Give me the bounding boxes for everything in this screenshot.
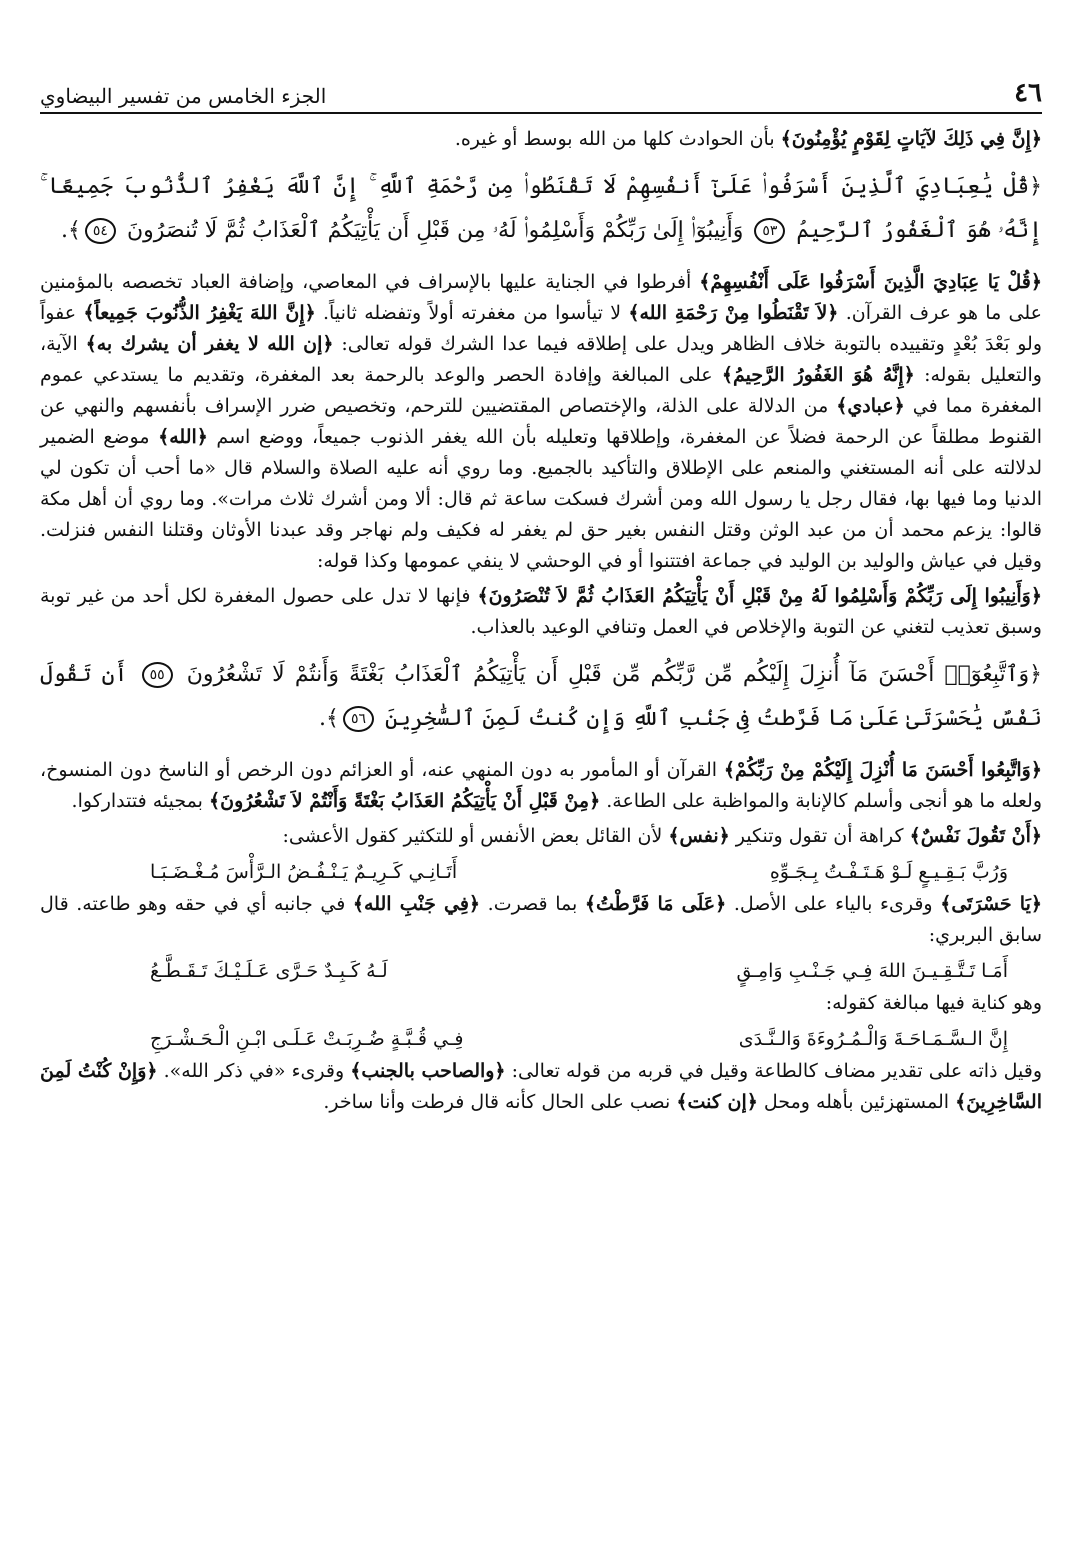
commentary-text: القرآن أو المأمور به دون المنهي عنه، أو العزائم دون الرخص أو الناسخ دون المنسوخ، ولعله ما هو أنجى وأسلم كالإنابة والمواظبة على الطاعة. (40, 759, 1042, 812)
verse-second-hemistich: أَتَـانِـي كَـرِيـمٌ يَـنْـفُـضُ الـرَّأْسَ مُـغْـضَـبَـا (150, 861, 458, 883)
commentary-text: نصب على الحال كأنه قال فرطت وأنا ساخر. (323, 1091, 677, 1113)
poetry-verse (40, 955, 1042, 988)
commentary-text: وقيل ذاته على تقدير مضاف كالطاعة وقيل في قربه من قوله تعالى: (505, 1060, 1042, 1082)
quran-quote: ﴿نفس﴾ (668, 825, 730, 847)
commentary-text: عفواً ولو بَعْدَ بُعْدٍ وتقييده بالتوبة خلاف الظاهر ويدل على إطلاقه فيما عدا الشرك قوله تعالى: (40, 302, 1042, 355)
quran-quote: ﴿عَلَى مَا فَرَّطْتُ﴾ (584, 893, 727, 915)
quran-quote: ﴿إِنَّ فِي ذَلِكَ لآيَاتٍ لِقَوْمٍ يُؤْمِنُونَ﴾ (780, 128, 1042, 150)
quran-close-bracket: ﴾. (61, 218, 81, 243)
commentary-text: بأن الحوادث كلها من الله بوسط أو غيره. (454, 128, 781, 150)
ayah-number-marker: ٥٥ (142, 662, 173, 688)
commentary-text: على المبالغة وإفادة الحصر والوعد بالرحمة بعد المغفرة، وتقديم ما يستدعي عموم المغفرة مما في (40, 364, 1042, 417)
quran-quote: ﴿يَا حَسْرَتَى﴾ (940, 893, 1043, 915)
ayah-number-marker: ٥٦ (343, 706, 374, 732)
verse-first-hemistich: وَرُبَّ بَـقِـيـعٍ لَـوْ هَـتَـفْـتُ بِـجَـوِّهِ (769, 861, 1008, 883)
commentary-text: الآية، والتعليل بقوله: (40, 333, 1042, 386)
quran-text: ﴿قُلْ يَٰعِبَادِيَ ٱلَّذِينَ أَسْرَفُوا۟ عَلَىٰٓ أَنفُسِهِمْ لَا تَقْنَطُوا۟ مِن رَّحْمَةِ ٱللَّهِ ۚ إِنَّ ٱللَّهَ يَغْفِرُ ٱلذُّنُوبَ جَمِيعًا ۚ إِنَّهُۥ هُوَ ٱلْغَفُورُ ٱلرَّحِيمُ (40, 174, 1042, 243)
commentary-paragraph-2 (40, 267, 1042, 577)
quran-quote: ﴿أَنْ تَقُولَ نَفْسٌ﴾ (909, 825, 1042, 847)
quran-text: وَأَنِيبُوٓا۟ إِلَىٰ رَبِّكُمْ وَأَسْلِمُوا۟ لَهُۥ مِن قَبْلِ أَن يَأْتِيَكُمُ ٱلْعَذَابُ ثُمَّ لَا تُنصَرُونَ (126, 218, 744, 243)
commentary-text: موضع الضمير لدلالته على أنه المستغني والمنعم على الإطلاق والتأكيد بالجميع. وما روي أنه عليه الصلاة والسلام قال «ما أحب أن تكون لي الدنيا وما فيها بها، فقال رجل يا رسول الله ومن أشرك فسكت ساعة ثم قال: ألا ومن أشرك ثلاث مرات». وما روي أن أهل مكة قالوا: يزعم محمد أن من عبد الوثن وقتل النفس بغير حق لم يغفر له فكيف ولم نهاجر وقد عبدنا الأوثان وقتلنا النفس فنزلت. وقيل في عياش والوليد بن الوليد في جماعة افتتنوا أو في الوحشي لا ينفي عمومها وكذا قوله: (40, 426, 1042, 572)
commentary-text: كراهة أن تقول وتنكير (729, 825, 910, 847)
commentary-text: أفرطوا في الجناية عليها بالإسراف في المعاصي، وإضافة العباد تخصصه بالمؤمنين على ما هو عرف القرآن. (40, 271, 1042, 324)
quran-quote: ﴿إِنَّهُ هُوَ الغَفُورُ الرَّحِيمُ﴾ (721, 364, 915, 386)
commentary-text: وقرىء «في ذكر الله». (157, 1060, 351, 1082)
commentary-paragraph-3 (40, 581, 1042, 643)
commentary-paragraph-5 (40, 821, 1042, 852)
quran-quote: ﴿مِنْ قَبْلِ أَنْ يَأْتِيَكُمُ العَذَابُ بَغْتَةً وَأَنْتُمْ لاَ تَشْعُرُونَ﴾ (208, 790, 601, 812)
quran-quote: ﴿والصاحب بالجنب﴾ (350, 1060, 506, 1082)
commentary-paragraph-6 (40, 889, 1042, 951)
quran-text: أَن تَقُولَ نَفْسٌ يَٰحَسْرَتَىٰ عَلَىٰ مَا فَرَّطتُ فِى جَنۢبِ ٱللَّهِ وَإِن كُنتُ لَمِنَ ٱلسَّٰخِرِينَ (40, 662, 1042, 731)
commentary-paragraph-7 (40, 988, 1042, 1019)
quran-text: ﴿وَٱتَّبِعُوٓا۟ أَحْسَنَ مَآ أُنزِلَ إِلَيْكُم مِّن رَّبِّكُم مِّن قَبْلِ أَن يَأْتِيَكُمُ ٱلْعَذَابُ بَغْتَةً وَأَنتُمْ لَا تَشْعُرُونَ (186, 662, 1043, 687)
quran-quote: ﴿الله﴾ (158, 426, 208, 448)
quran-quote: ﴿لاَ تَقْنَطُوا مِنْ رَحْمَةِ الله﴾ (628, 302, 839, 324)
quran-quote: ﴿إن كنت﴾ (676, 1091, 758, 1113)
quran-quote: ﴿قُلْ يَا عِبَادِيَ الَّذِينَ أَسْرَفُوا عَلَى أَنْفُسِهِمْ﴾ (699, 271, 1042, 293)
quran-close-bracket: ﴾. (319, 706, 339, 731)
commentary-text: لأن القائل بعض الأنفس أو للتكثير كقول الأعشى: (282, 825, 669, 847)
ayah-number-marker: ٥٣ (754, 218, 785, 244)
commentary-paragraph-8 (40, 1056, 1042, 1118)
quran-verses-53-54 (40, 165, 1042, 253)
quran-verses-55-56 (40, 653, 1042, 741)
quran-quote: ﴿وَأَنِيبُوا إِلَى رَبِّكُمْ وَأَسْلِمُوا لَهُ مِنْ قَبْلِ أَنْ يَأْتِيَكُمُ العَذَابُ ثُمَّ لاَ تُنْصَرُونَ﴾ (477, 585, 1042, 607)
ayah-number-marker: ٥٤ (85, 218, 116, 244)
commentary-text: المستهزئين بأهله ومحل (757, 1091, 956, 1113)
commentary-text: وقرىء بالياء على الأصل. (726, 893, 941, 915)
page-number: ٤٦ (1014, 78, 1042, 108)
commentary-paragraph-1 (40, 124, 1042, 155)
commentary-text: في جانبه أي في حقه وهو طاعته. قال سابق البربري: (40, 893, 1042, 946)
commentary-text: بما قصرت. (480, 893, 585, 915)
running-title: الجزء الخامس من تفسير البيضاوي (40, 84, 327, 108)
commentary-text: بمجيئه فتتداركوا. (71, 790, 209, 812)
verse-second-hemistich: لَـهُ كَـبِـدٌ حَـرَّى عَـلَـيْـكَ تَـقَـطَّـعُ (150, 960, 388, 982)
page-header (40, 60, 1042, 114)
verse-first-hemistich: إِنَّ الـسَّـمَـاحَـةَ وَالْـمُـرُوءَةَ وَالـنَّـدَى (738, 1028, 1008, 1050)
quran-quote: ﴿فِي جَنْبِ الله﴾ (352, 893, 481, 915)
commentary-text: من الدلالة على الذلة، والإختصاص المقتضيين للترحم، وتخصيص ضرر الإسراف بأنفسهم والنهي عن القنوط مطلقاً عن الرحمة فضلاً عن المغفرة، وإطلاقها وتعليله بأن الله يغفر الذنوب جميعاً، ووضع اسم (40, 395, 1042, 448)
commentary-text: وهو كناية فيها مبالغة كقوله: (825, 992, 1042, 1014)
quran-quote: ﴿إن الله لا يغفر أن يشرك به﴾ (85, 333, 334, 355)
quran-quote: ﴿إِنَّ اللهَ يَغْفِرُ الذُّنُوبَ جَمِيعاً﴾ (83, 302, 316, 324)
poetry-verse (40, 1023, 1042, 1056)
quran-quote: ﴿وَاتَّبِعُوا أَحْسَنَ مَا أُنْزِلَ إِلَيْكُمْ مِنْ رَبِّكُمْ﴾ (723, 759, 1042, 781)
verse-first-hemistich: أَمَـا تَـتَّـقِـيـنَ اللهَ فِـي جَـنْـبِ وَامِـقٍ (736, 960, 1008, 982)
quran-quote: ﴿وَإِنْ كُنْتُ لَمِنَ السَّاخِرِينَ﴾ (40, 1060, 1042, 1113)
poetry-verse (40, 856, 1042, 889)
commentary-text: لا تيأسوا من مغفرته أولاً وتفضله ثانياً. (315, 302, 629, 324)
commentary-text: فإنها لا تدل على حصول المغفرة لكل أحد من غير توبة وسبق تعذيب لتغني عن التوبة والإخلاص في العمل وتنافي الوعيد بالعذاب. (40, 585, 1042, 638)
verse-second-hemistich: فِـي قُـبَّـةٍ ضُـرِبَـتْ عَـلَـى ابْـنِ الْـحَـشْـرَجِ (150, 1028, 464, 1050)
quran-quote: ﴿عبادي﴾ (836, 395, 905, 417)
commentary-paragraph-4 (40, 755, 1042, 817)
